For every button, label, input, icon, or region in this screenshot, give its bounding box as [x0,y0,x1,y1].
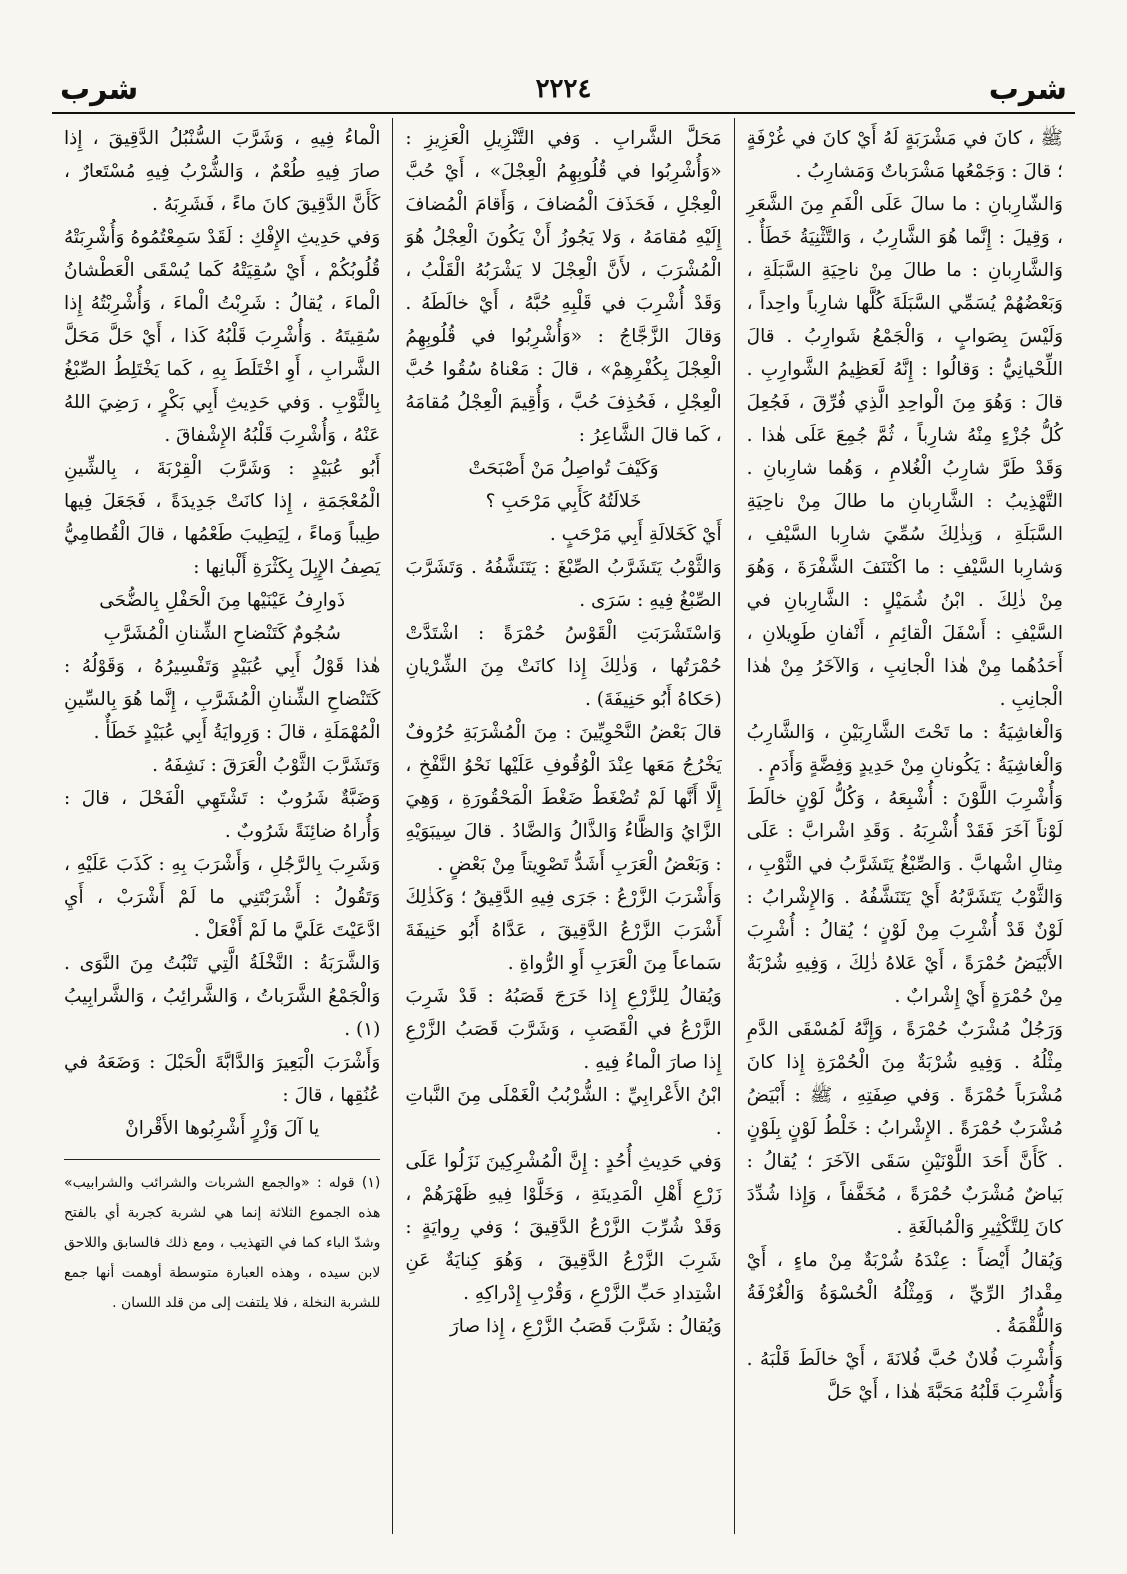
header-rule [52,112,1075,114]
paragraph: وَرَجُلٌ مُشْرَبٌ حُمْرَةً ، وَإِنَّهُ لَمُسْقَى الدَّمِ مِثْلُهُ . وَفِيهِ شُرْبَةٌ مِنَ الْحُمْرَةِ إِذا كانَ مُشْرَباً حُمْرَةً . وَفي صِفَتِهِ ، ﷺ : أَبْيَضُ مُشْرَبٌ حُمْرَةً . الإِشْرابُ : خَلْطُ لَوْنٍ بِلَوْنٍ . كَأَنَّ أَحَدَ اللَّوْنَيْنِ سَقَى الآخَرَ ؛ يُقالُ : بَياضٌ مُشْرَبٌ حُمْرَةً ، مُخَفَّفاً ، وَإِذا شُدِّدَ كانَ لِلتَّكْثِيرِ وَالْمُبالَغَةِ . [746,1019,1063,1238]
paragraph: وَأَشْرَبَ الْبَعِيرَ وَالدَّابَّةَ الْحَبْلَ : وَضَعَهُ في عُنُقِها ، قالَ : [64,1052,381,1106]
paragraph: أَيْ كَخَلالَةِ أَبِي مَرْحَبٍ . [549,524,722,545]
paragraph: وَيُقالُ لِلزَّرْعِ إِذا خَرَجَ قَصَبُهُ : قَدْ شَرِبَ الزَّرْعُ في الْقَصَبِ ، وَشَرَّبَ قَصَبُ الزَّرْعِ إِذا صارَ الْماءُ فِيهِ . [405,986,722,1073]
paragraph: وَالشَّرَبَةُ : النَّخْلَةُ الَّتِي تَنْبُتُ مِنَ النَّوَى . وَالْجَمْعُ الشَّرَباتُ ، وَالشَّرائِبُ ، وَالشَّرابِيبُ (١) . [64,953,381,1040]
paragraph: مَحَلَّ الشَّرابِ . وَفي التَّنْزِيلِ الْعَزِيزِ : «وَأُشْرِبُوا في قُلُوبِهِمُ الْعِجْلَ» ، أَيْ حُبَّ الْعِجْلِ ، فَحَذَفَ الْمُضافَ ، وَأَقامَ الْمُضافَ إِلَيْهِ مُقامَهُ ، وَلا يَجُوزُ أَنْ يَكُونَ الْعِجْلُ هُوَ الْمُشْرَبَ ، لأَنَّ الْعِجْلَ لا يَشْرَبُهُ الْقَلْبُ ، وَقَدْ أُشْرِبَ في قَلْبِهِ حُبَّهُ ، أَيْ خالَطَهُ . وَقالَ الزَّجَّاجُ : «وَأُشْرِبُوا في قُلُوبِهِمُ الْعِجْلَ بِكُفْرِهِمْ» ، قالَ : مَعْناهُ سُقُوا حُبَّ الْعِجْلِ ، فَحُذِفَ حُبَّ ، وَأُقِيمَ الْعِجْلُ مُقامَهُ ، كَما قالَ الشَّاعِرُ : [405,128,722,446]
paragraph: وَفي حَدِيثِ الإِفْكِ : لَقَدْ سَمِعْتُمُوهُ وَأُشْرِبَتْهُ قُلُوبُكُمْ ، أَيْ سُقِيَتْهُ كَما يُسْقَى الْعَطْشانُ الْماءَ ، يُقالُ : شَرِبْتُ الْماءَ ، وَأُشْرِبْتُهُ إِذا سُقِيتَهُ . وَأُشْرِبَ قَلْبُهُ كَذا ، أَيْ حَلَّ مَحَلَّ الشَّرابِ ، أَوِ اخْتَلَطَ بِهِ ، كَما يَخْتَلِطُ الصِّبْغُ بِالثَّوْبِ . وَفي حَدِيثِ أَبِي بَكْرٍ ، رَضِيَ اللهُ عَنْهُ ، وَأُشْرِبَ قَلْبُهُ الإِشْفاقَ . [64,227,381,446]
header-root-word-left: شرب [60,71,139,107]
paragraph: الْماءُ فِيهِ ، وَشَرَّبَ السُّنْبُلُ الدَّقِيقَ ، إِذا صارَ فِيهِ طُعْمٌ ، وَالشُّرْبُ فِيهِ مُسْتَعارٌ ، كَأَنَّ الدَّقِيقَ كانَ ماءً ، فَشَرِبَهُ . [64,128,381,215]
column-right [735,118,1075,1534]
paragraph: ابْنُ الأَعْرابِيِّ : الشُّرْبُبُ الْغَمْلَى مِنَ النَّباتِ . [405,1085,722,1139]
paragraph: ﷺ ، كانَ في مَشْرَبَةٍ لَهُ أَيْ كانَ في غُرْفَةٍ ؛ قالَ : وَجَمْعُها مَشْرَباتٌ وَمَشارِبُ . [746,128,1063,182]
paragraph: وَالْغاشِيَةُ : ما تَحْتَ الشَّارِبَيْنِ ، وَالشَّارِبُ وَالْغاشِيَةُ : يَكُونانِ مِنْ حَدِيدٍ وَفِضَّةٍ وَأَدَمٍ . [746,722,1063,776]
text-columns [52,118,1075,1534]
column-left [52,118,393,1534]
paragraph: وَأُشْرِبَ اللَّوْنَ : أُشْبِعَهُ ، وَكُلُّ لَوْنٍ خالَطَ لَوْناً آخَرَ فَقَدْ أُشْرِبَهُ . وَقَدِ اشْرابَّ : عَلَى مِثالِ اشْهابَّ . وَالصِّبْغُ يَتَشَرَّبُ في الثَّوْبِ ، وَالثَّوْبُ يَتَشَرَّبُهُ أَيْ يَتَنَشَّفُهُ . وَالإِشْرابُ : لَوْنٌ قَدْ أُشْرِبَ مِنْ لَوْنٍ ؛ يُقالُ : أُشْرِبَ الأَبْيَضُ حُمْرَةً ، أَيْ عَلاهُ ذٰلِكَ ، وَفِيهِ شُرْبَةٌ مِنْ حُمْرَةٍ أَيْ إِشْرابٌ . [746,788,1063,1007]
verse-line: سُجُومٌ كَتَنْضاحِ الشِّنانِ الْمُشَرَّبِ [103,623,341,644]
paragraph: وَيُقالُ : شَرَّبَ قَصَبُ الزَّرْعِ ، إِذا صارَ [449,1316,722,1337]
page-number: ٢٢٢٤ [535,74,592,104]
paragraph: وَأُشْرِبَ فُلانٌ حُبَّ فُلانَةَ ، أَيْ خالَطَ قَلْبَهُ . وَأُشْرِبَ قَلْبُهُ مَحَبَّةَ هٰذا ، أَيْ حَلَّ [746,1349,1063,1403]
verse-line: وَكَيْفَ تُواصِلُ مَنْ أَصْبَحَتْ [468,458,659,479]
paragraph: قالَ بَعْضُ النَّحْوِيِّينَ : مِنَ الْمُشْرَبَةِ حُرُوفٌ يَخْرُجُ مَعَها عِنْدَ الْوُقُوفِ عَلَيْها نَحْوُ النَّفْخِ ، إِلَّا أَنَّها لَمْ تُضْغَطْ ضَغْطَ الْمَحْقُورَةِ ، وَهِيَ الزَّايُ وَالظَّاءُ وَالذَّالُ وَالضَّادُ . قالَ سِيبَوَيْهِ : وَبَعْضُ الْعَرَبِ أَشَدُّ تَصْوِيتاً مِنْ بَعْضٍ . [405,722,722,875]
verse-line: خَلالَتُهُ كَأَبِي مَرْحَبِ ؟ [485,491,642,512]
page-header [60,70,1067,108]
paragraph: وَالشّارِبانِ : ما سالَ عَلَى الْفَمِ مِنَ الشَّعَرِ ، وَقِيلَ : إِنَّما هُوَ الشَّارِبُ ، وَالتَّثْنِيَةُ خَطَأٌ . وَالشَّارِبانِ : ما طالَ مِنْ ناحِيَةِ السَّبَلَةِ ، وَبَعْضُهُمْ يُسَمِّي السَّبَلَةَ كُلَّها شارِباً واحِداً ، وَلَيْسَ بِصَوابٍ ، وَالْجَمْعُ شَوارِبُ . قالَ اللِّحْيانِيُّ : وَقالُوا : إِنَّهُ لَعَظِيمُ الشَّوارِبِ . قالَ : وَهُوَ مِنَ الْواحِدِ الَّذِي فُرِّقَ ، فَجُعِلَ كُلُّ جُزْءٍ مِنْهُ شارِباً ، ثُمَّ جُمِعَ عَلَى هٰذا . وَقَدْ طَرَّ شارِبُ الْغُلامِ ، وَهُما شارِبانِ . التَّهْذِيبُ : الشَّارِبانِ ما طالَ مِنْ ناحِيَةِ السَّبَلَةِ ، وَبِذٰلِكَ سُمِّيَ شارِبا السَّيْفِ ، وَشارِبا السَّيْفِ : ما اكْتَنَفَ الشَّفْرَةَ ، وَهُوَ مِنْ ذٰلِكَ . ابْنُ شُمَيْلٍ : الشَّارِبانِ في السَّيْفِ : أَسْفَلَ الْقائِمِ ، أَنْفانِ طَوِيلانِ ، أَحَدُهُما مِنْ هٰذا الْجانِبِ ، وَالآخَرُ مِنْ هٰذا الْجانِبِ . [746,194,1063,710]
footnote: (١) قوله : «والجمع الشربات والشرائب والشرابيب» هذه الجموع الثلاثة إنما هي لشربة كجربة أي بالفتح وشدّ الباء كما في التهذيب ، ومع ذلك فالسابق واللاحق لابن سيده ، وهذه العبارة متوسطة أوهمت أنها جمع للشربة النخلة ، فلا يلتفت إلى من قلد اللسان . [64,1159,380,1318]
paragraph: وَيُقالُ أَيْضاً : عِنْدَهُ شُرْبَةٌ مِنْ ماءٍ ، أَيْ مِقْدارُ الرِّيِّ ، وَمِثْلُهُ الْحُسْوَةُ وَالْغُرْفَةُ وَاللُّقْمَةُ . [746,1250,1063,1337]
column-middle [393,118,734,1534]
paragraph: أَبُو عُبَيْدٍ : وَشَرَّبَ الْقِرْبَةَ ، بِالشِّينِ الْمُعْجَمَةِ ، إِذا كانَتْ جَدِيدَةً ، فَجَعَلَ فِيها طِيباً وَماءً ، لِيَطِيبَ طَعْمُها ، قالَ الْقُطامِيُّ يَصِفُ الإِبِلَ بِكَثْرَةِ أَلْبانِها : [64,458,381,578]
paragraph: وَفي حَدِيثِ أُحُدٍ : إِنَّ الْمُشْرِكِينَ نَزَلُوا عَلَى زَرْعِ أَهْلِ الْمَدِينَةِ ، وَخَلَّوْا فِيهِ ظَهْرَهُمْ ، وَقَدْ شُرِّبَ الزَّرْعُ الدَّقِيقَ ؛ وَفي رِوايَةٍ : شَرِبَ الزَّرْعُ الدَّقِيقَ ، وَهُوَ كِنايَةٌ عَنِ اشْتِدادِ حَبِّ الزَّرْعِ ، وَقُرْبِ إِدْراكِهِ . [405,1151,722,1304]
paragraph: وَتَشَرَّبَ الثَّوْبُ الْعَرَقَ : نَشِفَهُ . [152,755,381,776]
paragraph: وَشَرِبَ بِالرَّجُلِ ، وَأَشْرَبَ بِهِ : كَذَبَ عَلَيْهِ ، وَتَقُولُ : أَشْرَبْتَنِي ما لَمْ أَشْرَبْ ، أَيِ ادَّعَيْتَ عَلَيَّ ما لَمْ أَفْعَلْ . [64,854,381,941]
paragraph: وَالثَّوْبُ يَتَشَرَّبُ الصِّبْغَ : يَتَنَشَّفُهُ . وَتَشَرَّبَ الصِّبْغُ فِيهِ : سَرَى . [405,557,722,611]
header-root-word-right: شرب [988,71,1067,107]
paragraph: وَضَبَّةٌ شَرُوبٌ : تَشْتَهِي الْفَحْلَ ، قالَ : وَأُراهُ ضائِنَةً شَرُوبٌ . [64,788,381,842]
verse-line: يا آلَ وَزْرٍ أَشْرِبُوها الأَقْرانْ [125,1118,320,1139]
verse-line: ذَوارِفُ عَيْنَيْها مِنَ الْحَفْلِ بِالضُّحَى [99,590,346,611]
paragraph: وَاسْتَشْرَبَتِ الْقَوْسُ حُمْرَةً : اشْتَدَّتْ حُمْرَتُها ، وَذٰلِكَ إِذا كانَتْ مِنَ الشِّرْيانِ (حَكاهُ أَبُو حَنِيفَةَ) . [405,623,722,710]
paragraph: هٰذا قَوْلُ أَبِي عُبَيْدٍ وَتَفْسِيرُهُ ، وَقَوْلُهُ : كَتَنْضاحِ الشِّنانِ الْمُشَرَّبِ ، إِنَّما هُوَ بِالسِّينِ الْمُهْمَلَةِ ، قالَ : وَرِوايَةُ أَبِي عُبَيْدٍ خَطَأٌ . [64,656,381,743]
paragraph: وَأَشْرَبَ الزَّرْعُ : جَرَى فِيهِ الدَّقِيقُ ؛ وَكَذٰلِكَ أَشْرَبَ الزَّرْعُ الدَّقِيقَ ، عَدَّاهُ أَبُو حَنِيفَةَ سَماعاً مِنَ الْعَرَبِ أَوِ الرُّواةِ . [405,887,722,974]
